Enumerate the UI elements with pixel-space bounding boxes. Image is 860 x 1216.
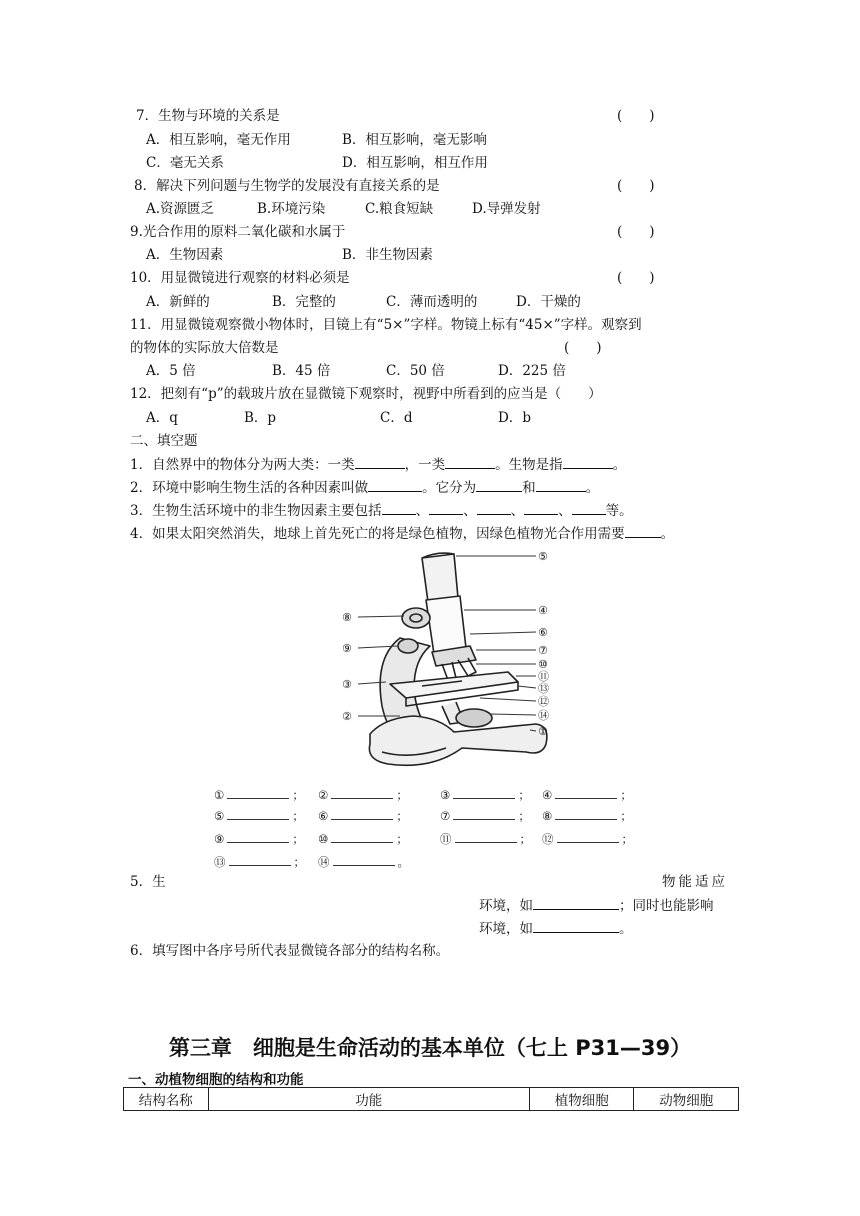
diagram-label-7: ⑦: [538, 644, 548, 657]
diagram-label-2: ②: [342, 710, 352, 723]
eyepiece: [422, 554, 458, 602]
table-header-row: [124, 1088, 739, 1111]
answer-slot-5[interactable]: ⑤ ；: [214, 809, 304, 823]
fill-q3-blank-1[interactable]: [382, 501, 416, 515]
answer-slot-4[interactable]: ④ ；: [542, 788, 632, 802]
answer-slot-13[interactable]: ⑬ ；: [214, 855, 305, 869]
q12-stem: 12．把刻有“p”的载玻片放在显微镜下观察时，视野中所看到的应当是（ ）: [130, 386, 602, 402]
fill-q3: 3．生物生活环境中的非生物因素主要包括 、 、 、 、 等。: [130, 503, 633, 519]
q7-answer-paren: ( ): [617, 108, 655, 124]
q7-stem: 7．生物与环境的关系是: [136, 108, 280, 124]
cell-structure-table: [123, 1087, 739, 1111]
fill-q4: 4．如果太阳突然消失，地球上首先死亡的将是绿色植物，因绿色植物光合作用需要 。: [130, 526, 675, 542]
answer-slot-11[interactable]: ⑪ ；: [440, 832, 531, 846]
q11-option-c: C．50 倍: [386, 363, 445, 379]
diagram-label-4: ④: [538, 604, 548, 617]
fill-q6: 6．填写图中各序号所代表显微镜各部分的结构名称。: [130, 943, 450, 959]
chapter-title: 第三章 细胞是生命活动的基本单位（七上 P31—39）: [168, 1036, 692, 1060]
section-fill-in-heading: 二、填空题: [130, 433, 198, 449]
diagram-label-3: ③: [342, 678, 352, 691]
q10-stem: 10．用显微镜进行观察的材料必须是: [130, 270, 350, 286]
fill-q2: 2．环境中影响生物生活的各种因素叫做 。它分为 和 。: [130, 480, 600, 496]
q11-answer-paren: ( ): [564, 340, 602, 356]
fine-knob: [398, 639, 418, 653]
answer-slot-2[interactable]: ② ；: [318, 788, 408, 802]
diagram-label-11: ⑪: [538, 670, 549, 683]
q10-option-d: D．干燥的: [516, 294, 581, 310]
fill-q5-blank-1[interactable]: [533, 896, 619, 910]
mirror: [456, 709, 492, 727]
answer-slot-12[interactable]: ⑫ ；: [542, 832, 633, 846]
fill-q1-blank-1[interactable]: [355, 455, 405, 469]
q12-option-b: B．p: [244, 410, 277, 426]
fill-q3-blank-2[interactable]: [429, 501, 463, 515]
fill-q5-line3: 环境，如 。: [479, 921, 633, 937]
answer-slot-7[interactable]: ⑦ ；: [440, 809, 530, 823]
q7-option-d: D．相互影响，相互作用: [342, 155, 488, 171]
q8-option-c: C.粮食短缺: [365, 201, 434, 217]
fill-q2-blank-1[interactable]: [368, 478, 422, 492]
q9-option-a: A．生物因素: [146, 247, 224, 263]
col-animal-cell: 动物细胞: [634, 1088, 739, 1111]
diagram-label-12: ⑫: [538, 695, 549, 708]
q11-option-a: A．5 倍: [146, 363, 196, 379]
fill-q1-blank-2[interactable]: [445, 455, 495, 469]
fill-q5-end: 物能适应: [662, 874, 728, 890]
q9-answer-paren: ( ): [617, 224, 655, 240]
answer-slot-10[interactable]: ⑩ ；: [318, 832, 408, 846]
fill-q5-start: 5．生: [130, 874, 166, 890]
q8-option-d: D.导弹发射: [472, 201, 541, 217]
q7-option-c: C．毫无关系: [146, 155, 224, 171]
q8-answer-paren: ( ): [617, 178, 655, 194]
answer-slot-6[interactable]: ⑥ ；: [318, 809, 408, 823]
coarse-knob: [402, 608, 430, 628]
body-tube: [426, 596, 466, 654]
q12-option-c: C．d: [380, 410, 413, 426]
diagram-label-6: ⑥: [538, 626, 548, 639]
diagram-label-10: ⑩: [538, 658, 548, 671]
col-plant-cell: 植物细胞: [529, 1088, 634, 1111]
q11-stem-line1: 11．用显微镜观察微小物体时，目镜上有“5×”字样。物镜上标有“45×”字样。观察到: [130, 317, 642, 333]
answer-slot-9[interactable]: ⑨ ；: [214, 832, 304, 846]
fill-q5-blank-2[interactable]: [533, 919, 619, 933]
q10-option-a: A．新鲜的: [146, 294, 210, 310]
q12-option-a: A．q: [146, 410, 178, 426]
fill-q3-blank-3[interactable]: [477, 501, 511, 515]
q9-stem: 9.光合作用的原料二氧化碳和水属于: [130, 224, 346, 240]
q8-option-a: A.资源匮乏: [146, 201, 215, 217]
diagram-label-9: ⑨: [342, 642, 352, 655]
q11-stem-line2: 的物体的实际放大倍数是: [130, 340, 279, 356]
fill-q3-blank-5[interactable]: [572, 501, 606, 515]
q7-option-a: A．相互影响，毫无作用: [146, 132, 291, 148]
fill-q4-blank[interactable]: [625, 524, 661, 538]
answer-slot-1[interactable]: ① ；: [214, 788, 304, 802]
q11-option-d: D．225 倍: [498, 363, 566, 379]
fill-q2-blank-2[interactable]: [476, 478, 522, 492]
answer-slot-14[interactable]: ⑭ 。: [318, 855, 409, 869]
fill-q1: 1．自然界中的物体分为两大类：一类 ，一类 。生物是指 。: [130, 457, 627, 473]
section-cell-structure: 一、动植物细胞的结构和功能: [128, 1072, 304, 1088]
q10-answer-paren: ( ): [617, 270, 655, 286]
q10-option-b: B．完整的: [272, 294, 336, 310]
diagram-label-5: ⑤: [538, 550, 548, 563]
answer-slot-8[interactable]: ⑧ ；: [542, 809, 632, 823]
col-structure-name: 结构名称: [124, 1088, 209, 1111]
q7-option-b: B．相互影响，毫无影响: [342, 132, 487, 148]
q8-stem: 8．解决下列问题与生物学的发展没有直接关系的是: [134, 178, 440, 194]
q11-option-b: B．45 倍: [272, 363, 331, 379]
diagram-label-1: ①: [538, 725, 548, 738]
col-function: 功能: [208, 1088, 529, 1111]
answer-slot-3[interactable]: ③ ；: [440, 788, 530, 802]
fill-q5-line2: 环境，如 ；同时也能影响: [479, 898, 714, 914]
fill-q1-blank-3[interactable]: [563, 455, 613, 469]
diagram-label-8: ⑧: [342, 611, 352, 624]
fill-q3-blank-4[interactable]: [524, 501, 558, 515]
fill-q2-blank-3[interactable]: [536, 478, 586, 492]
diagram-label-13: ⑬: [538, 682, 549, 695]
q10-option-c: C．薄而透明的: [386, 294, 478, 310]
diagram-label-14: ⑭: [538, 709, 549, 722]
microscope-diagram: [330, 548, 570, 770]
q8-option-b: B.环境污染: [257, 201, 326, 217]
q12-option-d: D．b: [498, 410, 531, 426]
q9-option-b: B．非生物因素: [342, 247, 433, 263]
